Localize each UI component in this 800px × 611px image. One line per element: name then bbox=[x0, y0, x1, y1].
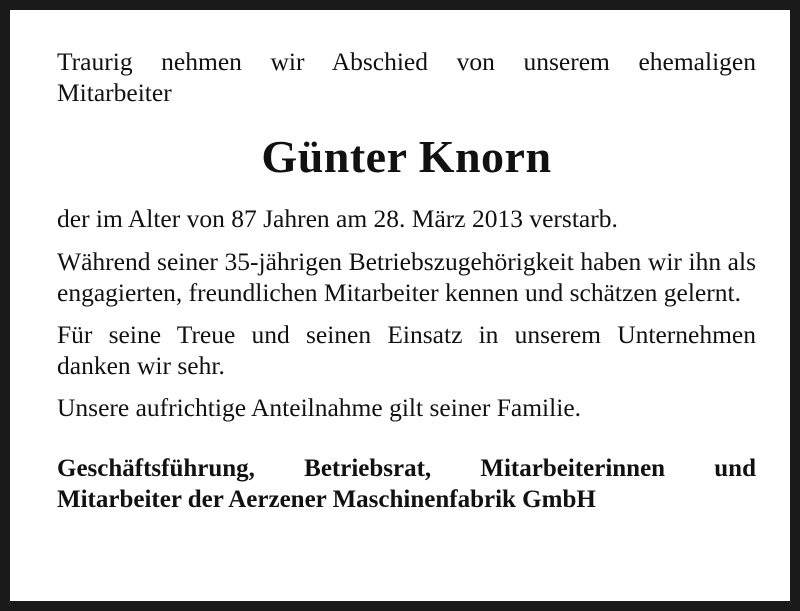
notice-content bbox=[57, 46, 756, 515]
signature-line: Mitarbeiter der Aerzener Maschinenfabrik GmbH bbox=[57, 486, 596, 513]
intro-line: Traurig nehmen wir Abschied von unserem ehemaligen bbox=[57, 47, 756, 76]
signature-line: Geschäftsführung, Betriebsrat, Mitarbeiterinnen und bbox=[57, 455, 756, 482]
age-and-date-line: der im Alter von 87 Jahren am 28. März 2013 verstarb. bbox=[57, 204, 618, 233]
gratitude-paragraph: Für seine Treue und seinen Einsatz in unserem Unternehmen danken wir sehr. bbox=[57, 320, 756, 380]
sympathy-line: Unsere aufrichtige Anteilnahme gilt seiner Familie. bbox=[57, 393, 582, 422]
deceased-name: Günter Knorn bbox=[261, 131, 552, 182]
intro-line-continued: Mitarbeiter bbox=[57, 78, 172, 107]
tenure-paragraph: Während seiner 35-jährigen Betriebszugehörigkeit haben wir ihn als engagierten, freundlichen Mitarbeiter kennen und schätzen gelernt. bbox=[57, 247, 756, 307]
signature-block bbox=[57, 453, 756, 515]
